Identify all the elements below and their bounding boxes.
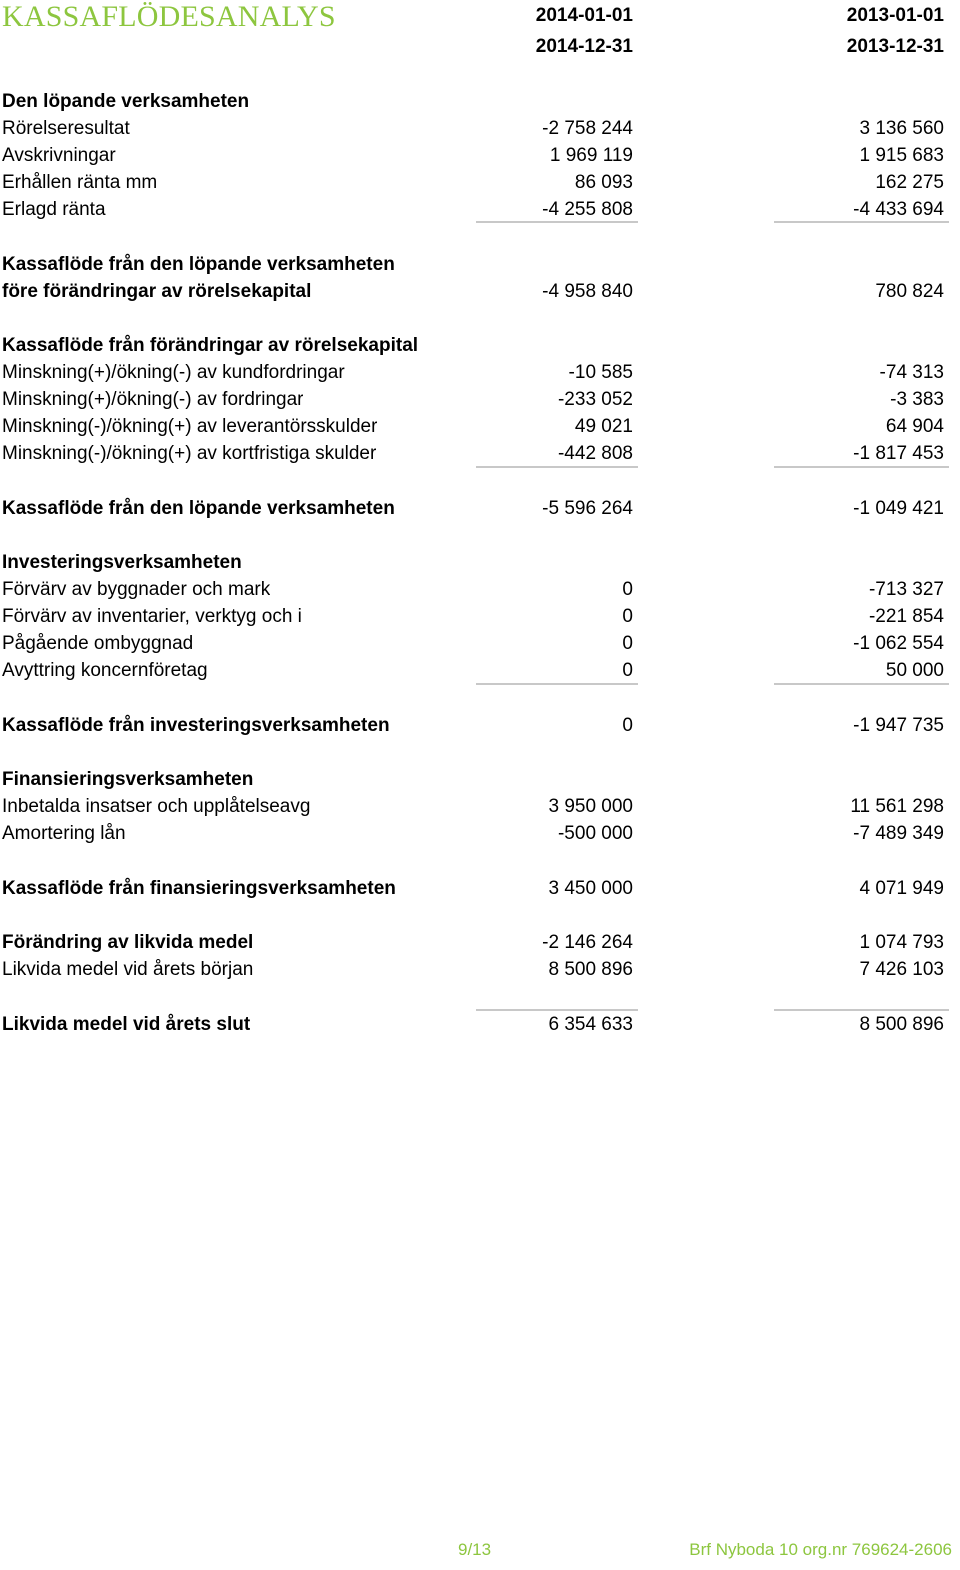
row-value-2014: -4 255 808 bbox=[542, 199, 633, 220]
table-row bbox=[0, 440, 960, 467]
row-value-2014: 0 bbox=[622, 660, 633, 681]
row-label: Pågående ombyggnad bbox=[2, 633, 194, 654]
row-value-2013: -4 433 694 bbox=[853, 199, 944, 220]
row-value-2014: -4 958 840 bbox=[542, 281, 633, 302]
row-value-2014: 0 bbox=[622, 633, 633, 654]
divider bbox=[476, 221, 638, 223]
row-label: Kassaflöde från den löpande verksamheten bbox=[2, 254, 395, 275]
table-row bbox=[0, 413, 960, 440]
section-heading-investing bbox=[0, 549, 960, 576]
row-value-2014: -500 000 bbox=[557, 823, 633, 844]
row-value-2013: -3 383 bbox=[890, 389, 944, 410]
period-prior-end: 2013-12-31 bbox=[846, 36, 944, 57]
row-value-2014: 1 969 119 bbox=[549, 145, 633, 166]
row-value-2013: 1 074 793 bbox=[859, 932, 944, 953]
cash-end-row bbox=[0, 1011, 960, 1038]
row-label: Förändring av likvida medel bbox=[2, 932, 254, 953]
row-value-2013: 1 915 683 bbox=[859, 145, 944, 166]
total-row-financing bbox=[0, 875, 960, 902]
table-row bbox=[0, 115, 960, 142]
row-value-2014: 6 354 633 bbox=[548, 1014, 633, 1035]
row-label: Rörelseresultat bbox=[2, 118, 130, 139]
section-heading-label: Finansieringsverksamheten bbox=[2, 769, 254, 790]
table-row bbox=[0, 820, 960, 847]
row-label: Likvida medel vid årets slut bbox=[2, 1014, 251, 1035]
row-value-2014: 86 093 bbox=[574, 172, 633, 193]
row-value-2013: -221 854 bbox=[868, 606, 944, 627]
row-value-2014: -442 808 bbox=[557, 443, 633, 464]
row-value-2013: -74 313 bbox=[879, 362, 944, 383]
footer-org: Brf Nyboda 10 org.nr 769624-2606 bbox=[689, 1540, 952, 1559]
section-heading-operating bbox=[0, 88, 960, 115]
row-label: före förändringar av rörelsekapital bbox=[2, 281, 312, 302]
row-label: Minskning(-)/ökning(+) av leverantörsskulder bbox=[2, 416, 378, 437]
page-title: KASSAFLÖDESANALYS bbox=[2, 0, 336, 33]
row-label: Erlagd ränta bbox=[2, 199, 106, 220]
row-value-2014: 0 bbox=[622, 606, 633, 627]
table-row bbox=[0, 630, 960, 657]
row-value-2013: 64 904 bbox=[885, 416, 944, 437]
row-label: Kassaflöde från finansieringsverksamheten bbox=[2, 878, 396, 899]
row-value-2013: -7 489 349 bbox=[853, 823, 944, 844]
row-label: Kassaflöde från investeringsverksamheten bbox=[2, 715, 390, 736]
row-value-2014: 8 500 896 bbox=[548, 959, 633, 980]
table-row bbox=[0, 142, 960, 169]
total-row-investing bbox=[0, 712, 960, 739]
divider bbox=[774, 466, 949, 468]
row-value-2013: 3 136 560 bbox=[859, 118, 944, 139]
table-row bbox=[0, 576, 960, 603]
divider bbox=[476, 683, 638, 685]
row-value-2014: 49 021 bbox=[574, 416, 633, 437]
change-cash-row bbox=[0, 929, 960, 956]
total-row-operating bbox=[0, 495, 960, 522]
row-label: Likvida medel vid årets början bbox=[2, 959, 254, 980]
row-label: Minskning(-)/ökning(+) av kortfristiga skulder bbox=[2, 443, 377, 464]
row-label: Minskning(+)/ökning(-) av kundfordringar bbox=[2, 362, 345, 383]
row-value-2014: 0 bbox=[622, 579, 633, 600]
row-label: Förvärv av byggnader och mark bbox=[2, 579, 271, 600]
row-value-2013: -713 327 bbox=[868, 579, 944, 600]
row-value-2014: -2 758 244 bbox=[542, 118, 633, 139]
subtotal-heading bbox=[0, 251, 960, 278]
table-row bbox=[0, 196, 960, 223]
table-row bbox=[0, 359, 960, 386]
row-value-2013: 162 275 bbox=[875, 172, 944, 193]
period-prior-start: 2013-01-01 bbox=[846, 5, 944, 26]
divider bbox=[774, 683, 949, 685]
row-value-2014: 3 450 000 bbox=[548, 878, 633, 899]
divider bbox=[774, 221, 949, 223]
table-row bbox=[0, 603, 960, 630]
row-value-2014: 0 bbox=[622, 715, 633, 736]
row-value-2013: -1 062 554 bbox=[853, 633, 944, 654]
row-value-2013: -1 049 421 bbox=[853, 498, 944, 519]
row-value-2013: -1 947 735 bbox=[853, 715, 944, 736]
row-value-2013: 7 426 103 bbox=[859, 959, 944, 980]
row-label: Kassaflöde från den löpande verksamheten bbox=[2, 498, 395, 519]
row-value-2014: -233 052 bbox=[557, 389, 633, 410]
table-row bbox=[0, 793, 960, 820]
row-label: Erhållen ränta mm bbox=[2, 172, 158, 193]
row-label: Inbetalda insatser och upplåtelseavg bbox=[2, 796, 311, 817]
period-current-end: 2014-12-31 bbox=[535, 36, 633, 57]
row-label: Förvärv av inventarier, verktyg och i bbox=[2, 606, 302, 627]
subtotal-row bbox=[0, 278, 960, 305]
cash-begin-row bbox=[0, 956, 960, 983]
row-value-2013: 50 000 bbox=[885, 660, 944, 681]
section-heading-label: Investeringsverksamheten bbox=[2, 552, 242, 573]
row-value-2013: 4 071 949 bbox=[859, 878, 944, 899]
period-current-start: 2014-01-01 bbox=[535, 5, 633, 26]
section-heading-label: Den löpande verksamheten bbox=[2, 91, 250, 112]
row-value-2014: 3 950 000 bbox=[548, 796, 633, 817]
page-number: 9/13 bbox=[458, 1540, 492, 1559]
row-label: Amortering lån bbox=[2, 823, 126, 844]
row-label: Minskning(+)/ökning(-) av fordringar bbox=[2, 389, 304, 410]
divider bbox=[476, 466, 638, 468]
table-row bbox=[0, 657, 960, 684]
row-value-2013: -1 817 453 bbox=[853, 443, 944, 464]
row-value-2013: 8 500 896 bbox=[859, 1014, 944, 1035]
section-heading-financing bbox=[0, 766, 960, 793]
row-value-2013: 780 824 bbox=[875, 281, 944, 302]
row-value-2014: -5 596 264 bbox=[542, 498, 633, 519]
row-label: Avskrivningar bbox=[2, 145, 116, 166]
row-value-2014: -2 146 264 bbox=[542, 932, 633, 953]
row-value-2013: 11 561 298 bbox=[850, 796, 944, 817]
row-label: Avyttring koncernföretag bbox=[2, 660, 208, 681]
section-heading-working-capital bbox=[0, 332, 960, 359]
section-heading-label: Kassaflöde från förändringar av rörelsekapital bbox=[2, 335, 419, 356]
table-row bbox=[0, 169, 960, 196]
table-row bbox=[0, 386, 960, 413]
row-value-2014: -10 585 bbox=[568, 362, 633, 383]
